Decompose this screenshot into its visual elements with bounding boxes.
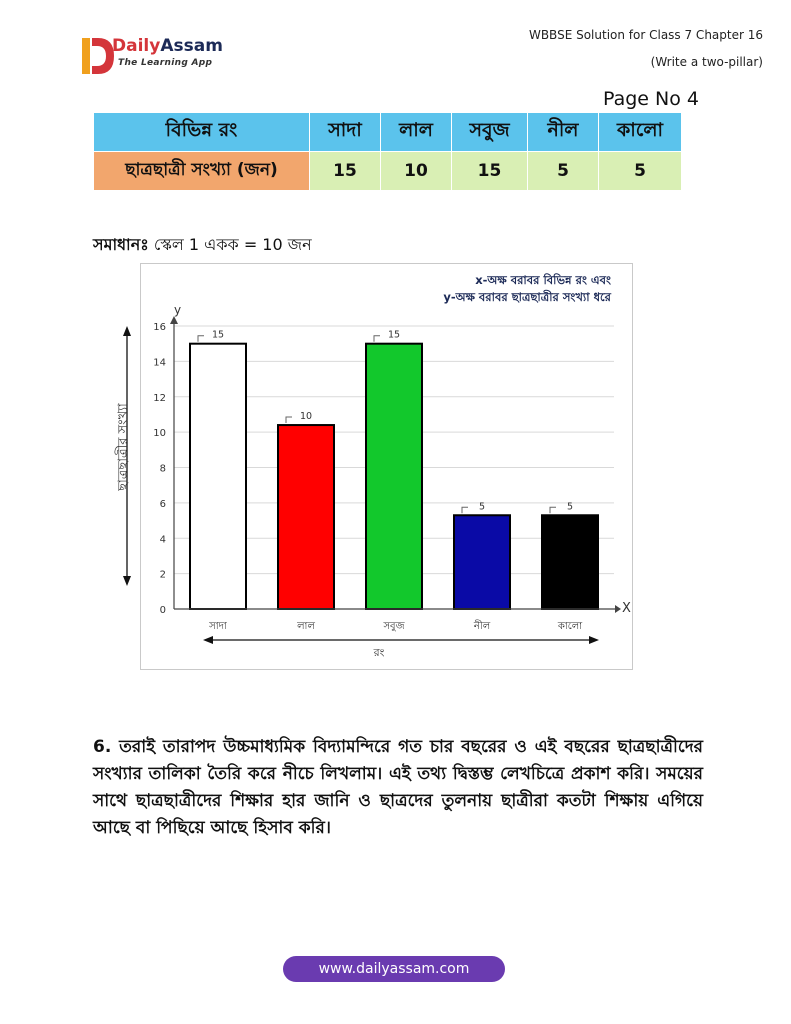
y-tick-label: 12 — [153, 392, 166, 404]
x-axis-label: রং — [373, 646, 385, 659]
table-column-header: সবুজ — [452, 113, 528, 152]
table-header-row — [94, 113, 682, 152]
table-cell: 10 — [381, 152, 452, 191]
x-label-arrowhead-right — [589, 636, 599, 644]
y-tick-label: 16 — [153, 322, 166, 333]
solution-label: সমাধানঃ — [93, 235, 149, 254]
header-title: WBBSE Solution for Class 7 Chapter 16 — [528, 28, 763, 42]
data-label: 5 — [478, 501, 486, 513]
x-tick-label: কালো — [557, 621, 583, 632]
table-value-row — [94, 152, 682, 191]
table-column-header: নীল — [528, 113, 599, 152]
solution-text: স্কেল 1 একক = 10 জন — [148, 235, 312, 254]
y-axis-label: ছাত্রছাত্রীর সংখ্যা — [116, 403, 131, 491]
y-axis-letter: y — [174, 303, 182, 317]
color-count-table — [93, 112, 682, 191]
x-label-arrowhead-left — [203, 636, 213, 644]
table-cell: 15 — [452, 152, 528, 191]
logo-tagline: The Learning App — [118, 58, 213, 68]
data-label-leader — [198, 336, 204, 342]
y-tick-label: 8 — [159, 463, 166, 475]
page-number: Page No 4 — [602, 88, 699, 110]
y-tick-label: 0 — [159, 605, 166, 616]
table-cell: 5 — [528, 152, 599, 191]
y-axis-arrowhead — [170, 316, 178, 324]
x-axis-letter: X — [622, 601, 631, 616]
bar — [190, 344, 246, 609]
x-tick-label: নীল — [473, 621, 491, 632]
table-column-header: লাল — [381, 113, 452, 152]
data-label: 15 — [211, 329, 225, 341]
data-label: 5 — [566, 501, 574, 513]
chart-annotation-line-1: x-অক্ষ বরাবর বিভিন্ন রং এবং — [475, 273, 611, 287]
data-label-leader — [286, 417, 292, 423]
bar — [542, 515, 598, 609]
data-label: 15 — [387, 329, 401, 341]
y-tick-label: 14 — [153, 357, 166, 369]
y-label-arrowhead-bottom — [123, 576, 131, 586]
bar-chart-frame — [116, 263, 633, 670]
y-tick-label: 6 — [159, 498, 166, 510]
website-url[interactable]: www.dailyassam.com — [283, 956, 505, 982]
y-tick-label: 4 — [159, 534, 166, 546]
data-label-leader — [462, 507, 468, 513]
data-label-leader — [550, 507, 556, 513]
table-column-header: সাদা — [310, 113, 381, 152]
table-cell: 15 — [310, 152, 381, 191]
y-tick-label: 2 — [159, 569, 166, 581]
data-label-leader — [374, 336, 380, 342]
x-tick-label: সাদা — [209, 621, 227, 632]
table-column-header: কালো — [599, 113, 682, 152]
x-axis-arrowhead — [615, 605, 621, 613]
y-label-arrowhead-top — [123, 326, 131, 336]
header-subtitle: (Write a two-pillar) — [650, 55, 763, 69]
table-row-header: ছাত্রছাত্রী সংখ্যা (জন) — [94, 152, 310, 191]
table-cell: 5 — [599, 152, 682, 191]
x-tick-label: সবুজ — [383, 621, 405, 632]
question-paragraph: 6. তরাই তারাপদ উচ্চমাধ্যমিক বিদ্যামন্দিরে গত চার বছরের ও এই বছরের ছাত্রছাত্রীদের সংখ্যার তালিকা তৈরি করে নীচে লিখলাম। এই তথ্য দ্বিস্তম্ভ লেখচিত্রে প্রকাশ করি। সময়ের সাথে ছাত্রছাত্রীদের শিক্ষার হার জানি ও ছাত্রদের তুলনায় ছাত্রীরা কতটা শিক্ষায় এগিয়ে আছে বা পিছিয়ে আছে হিসাব করি। — [93, 737, 703, 838]
bar — [366, 344, 422, 609]
x-tick-label: লাল — [297, 621, 315, 632]
bar — [278, 425, 334, 609]
table-row-header: বিভিন্ন রং — [94, 113, 310, 152]
y-tick-label: 10 — [153, 428, 166, 440]
solution-line — [93, 232, 312, 259]
logo-wordmark: DailyAssam — [112, 36, 223, 56]
data-label: 10 — [299, 411, 313, 423]
bar — [454, 515, 510, 609]
chart-annotation-line-2: y-অক্ষ বরাবর ছাত্রছাত্রীর সংখ্যা ধরে — [443, 290, 611, 304]
bar-chart — [116, 264, 632, 669]
